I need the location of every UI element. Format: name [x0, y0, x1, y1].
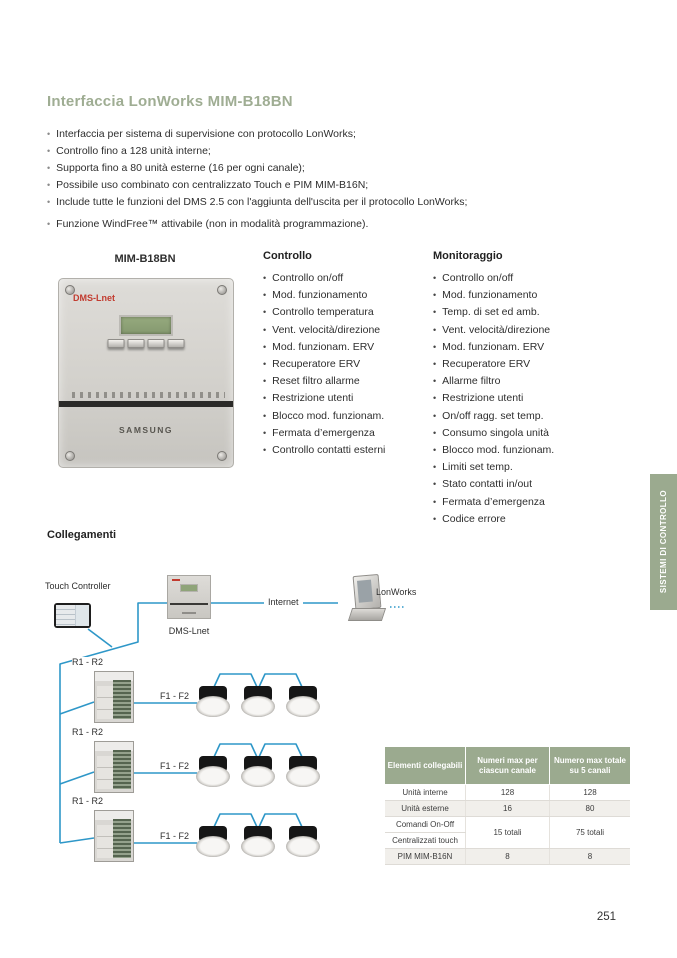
r1-r2-label: R1 - R2: [72, 657, 112, 667]
list-item: • Codice errore: [433, 511, 608, 528]
device-button: [108, 339, 125, 348]
f1-f2-label: F1 - F2: [160, 691, 190, 701]
table-header-cell: Numeri max per ciascun canale: [466, 747, 550, 785]
outdoor-unit-icon: [94, 671, 134, 723]
screw-icon: [217, 451, 227, 461]
table-row: [385, 817, 630, 833]
internet-label: Internet: [264, 597, 303, 607]
bullet-item: • Possibile uso combinato con centralizzato Touch e PIM MIM-B16N;: [47, 177, 607, 194]
list-item: • Fermata d’emergenza: [433, 494, 608, 511]
list-item: • Controllo on/off: [433, 270, 608, 287]
screw-icon: [65, 451, 75, 461]
connectable-elements-table: [385, 746, 630, 865]
table-row: [385, 785, 630, 801]
cassette-unit-icon: [241, 756, 275, 787]
monitoraggio-list: [433, 270, 608, 528]
cassette-unit-icon: [241, 826, 275, 857]
lonworks-label: LonWorks: [376, 587, 417, 597]
list-item: • Blocco mod. funzionam.: [433, 442, 608, 459]
table-cell: 8: [550, 849, 631, 865]
monitoraggio-heading: Monitoraggio: [433, 250, 503, 262]
cassette-unit-icon: [286, 826, 320, 857]
table-cell: 75 totali: [550, 817, 631, 849]
cassette-unit-icon: [286, 686, 320, 717]
list-item: • Allarme filtro: [433, 373, 608, 390]
page-title: Interfaccia LonWorks MIM-B18BN: [47, 93, 293, 110]
list-item: • Mod. funzionamento: [433, 287, 608, 304]
list-item: • On/off ragg. set temp.: [433, 408, 608, 425]
device-dark-stripe: [59, 401, 233, 407]
lonworks-computer-icon: [348, 575, 388, 623]
list-item: • Controllo contatti esterni: [263, 442, 428, 459]
table-cell: 80: [550, 801, 631, 817]
touch-controller-icon: [54, 603, 91, 628]
f1-f2-label: F1 - F2: [160, 761, 190, 771]
intro-bullet-list: [47, 126, 607, 233]
bullet-item: • Controllo fino a 128 unità interne;: [47, 143, 607, 160]
list-item: • Limiti set temp.: [433, 459, 608, 476]
table-cell: 15 totali: [466, 817, 550, 849]
samsung-logo: SAMSUNG: [119, 425, 173, 435]
table-header-cell: Numero max totale su 5 canali: [550, 747, 631, 785]
dms-lnet-icon: [167, 575, 211, 619]
list-item: • Mod. funzionam. ERV: [433, 339, 608, 356]
r1-r2-label: R1 - R2: [72, 727, 112, 737]
cassette-unit-icon: [241, 686, 275, 717]
touch-controller-label: Touch Controller: [45, 581, 111, 591]
list-item: • Temp. di set ed amb.: [433, 304, 608, 321]
list-item: • Stato contatti in/out: [433, 476, 608, 493]
device-lcd-display: [119, 315, 173, 336]
screw-icon: [217, 285, 227, 295]
side-tab-sistemi-di-controllo: [650, 474, 677, 610]
device-image: [58, 278, 234, 468]
outdoor-unit-icon: [94, 810, 134, 862]
list-item: • Recuperatore ERV: [263, 356, 428, 373]
table-cell: 8: [466, 849, 550, 865]
table-header-cell: Elementi collegabili: [385, 747, 466, 785]
list-item: • Vent. velocità/direzione: [433, 322, 608, 339]
table-cell: Comandi On-Off: [385, 817, 466, 833]
r1-r2-label: R1 - R2: [72, 796, 112, 806]
table-cell: Unità esterne: [385, 801, 466, 817]
table-cell: 16: [466, 801, 550, 817]
device-button: [128, 339, 145, 348]
outdoor-unit-icon: [94, 741, 134, 793]
product-model-label: MIM-B18BN: [114, 253, 176, 265]
list-item: • Controllo on/off: [263, 270, 428, 287]
cassette-unit-icon: [196, 826, 230, 857]
f1-f2-label: F1 - F2: [160, 831, 190, 841]
controllo-list: [263, 270, 428, 459]
table-cell: Centralizzati touch: [385, 833, 466, 849]
cassette-unit-icon: [286, 756, 320, 787]
list-item: • Fermata d’emergenza: [263, 425, 428, 442]
list-item: • Mod. funzionam. ERV: [263, 339, 428, 356]
list-item: • Consumo singola unità: [433, 425, 608, 442]
bullet-item: • Interfaccia per sistema di supervisione con protocollo LonWorks;: [47, 126, 607, 143]
table-cell: Unità interne: [385, 785, 466, 801]
list-item: • Restrizione utenti: [263, 390, 428, 407]
side-tab-label: SISTEMI DI CONTROLLO: [659, 490, 668, 594]
device-button: [148, 339, 165, 348]
table-row: [385, 801, 630, 817]
list-item: • Recuperatore ERV: [433, 356, 608, 373]
device-button: [168, 339, 185, 348]
page-number: 251: [596, 911, 616, 923]
device-dms-lnet-label: DMS-Lnet: [73, 293, 115, 303]
list-item: • Controllo temperatura: [263, 304, 428, 321]
table-row: [385, 849, 630, 865]
list-item: • Mod. funzionamento: [263, 287, 428, 304]
bullet-item: • Funzione WindFree™ attivabile (non in modalità programmazione).: [47, 216, 607, 233]
dms-lnet-label: DMS-Lnet: [168, 626, 210, 636]
device-terminal-strip: [67, 392, 225, 398]
table-cell: PIM MIM-B16N: [385, 849, 466, 865]
cassette-unit-icon: [196, 686, 230, 717]
bullet-item: • Supporta fino a 80 unità esterne (16 per ogni canale);: [47, 160, 607, 177]
table-cell: 128: [466, 785, 550, 801]
controllo-heading: Controllo: [263, 250, 312, 262]
list-item: • Vent. velocità/direzione: [263, 322, 428, 339]
list-item: • Blocco mod. funzionam.: [263, 408, 428, 425]
device-button-row: [108, 339, 185, 348]
collegamenti-heading: Collegamenti: [47, 529, 117, 541]
bullet-item: • Include tutte le funzioni del DMS 2.5 con l'aggiunta dell'uscita per il protocollo LonWorks;: [47, 194, 607, 211]
cassette-unit-icon: [196, 756, 230, 787]
list-item: • Restrizione utenti: [433, 390, 608, 407]
list-item: • Reset filtro allarme: [263, 373, 428, 390]
table-cell: 128: [550, 785, 631, 801]
